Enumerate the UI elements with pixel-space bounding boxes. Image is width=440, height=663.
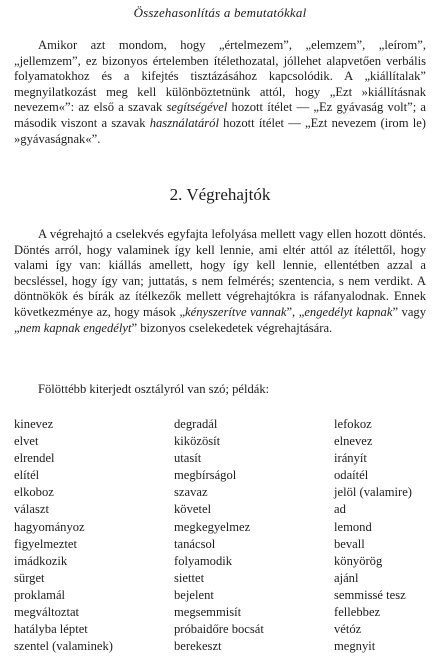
list-word: proklamál <box>14 587 66 602</box>
running-head: Összehasonlítás a bemutatókkal <box>133 5 307 20</box>
paragraph2-italic-run: kényszerítve vannak <box>185 304 287 319</box>
list-word: jelöl (valamire) <box>334 485 412 500</box>
list-word: elkoboz <box>14 485 54 500</box>
list-intro: Fölöttébb kiterjedt osztályról van szó; példák: <box>38 382 270 396</box>
list-word: odaítél <box>334 468 369 483</box>
list-word: figyelmeztet <box>14 536 77 551</box>
list-word: berekeszt <box>174 639 222 654</box>
paragraph2-text-run: ” bizonyos cselekedetek végrehajtására. <box>131 320 333 335</box>
list-word: megbírságol <box>174 468 237 483</box>
list-word: vétóz <box>334 622 362 637</box>
paragraph-1-text <box>14 38 426 147</box>
list-word: lemond <box>334 519 372 534</box>
word-column-3 <box>334 416 412 655</box>
paragraph1-text-run: hozott ítélet — „Ezt nevezem (irom le) »gyávaságnak«”. <box>14 115 426 146</box>
paragraph2-text-run: A végrehajtó a cselekvés egyfajta lefolyása mellett vagy ellen hozott döntés. Döntés arról, hogy valaminek így kell lennie, ami eltér attól az ítélettől, hogy valami így van: kiállás amellett, hogy így kell lennie, ellentétben azzal a becsléssel, hogy így van; juttatás, s nem felmérés; szentencia, s nem verdikt. A döntnökök és bírák az ítélkezők mellett végrehajtókra is ráfanyalodnak. Ennek következménye az, hogy mások „ <box>14 227 426 319</box>
paragraph2-italic-run: nem kapnak engedélyt <box>19 320 132 335</box>
list-word: szentel (valaminek) <box>14 639 113 654</box>
list-word: utasít <box>174 451 202 466</box>
list-word: elvet <box>14 434 39 449</box>
paragraph1-italic-run: segítségével <box>166 100 228 115</box>
list-word: próbaidőre bocsát <box>174 622 264 637</box>
list-word: megváltoztat <box>14 605 80 620</box>
list-word: megnyit <box>334 639 376 654</box>
paragraph2-italic-run: engedélyt kapnak <box>304 304 393 319</box>
list-word: ajánl <box>334 570 359 585</box>
list-word: kiközösít <box>174 434 221 449</box>
list-word: elnevez <box>334 434 373 449</box>
list-word: követel <box>174 502 212 517</box>
word-column-1 <box>14 416 113 655</box>
list-word: megkegyelmez <box>174 519 251 534</box>
paragraph-1 <box>14 38 426 147</box>
list-word: elítél <box>14 468 40 483</box>
list-word: bejelent <box>174 587 214 602</box>
list-word: folyamodik <box>174 553 233 568</box>
list-word: siettet <box>174 570 205 585</box>
list-word: imádkozik <box>14 553 68 568</box>
list-word: tanácsol <box>174 536 216 551</box>
word-column-2 <box>174 416 264 655</box>
list-word: hatályba léptet <box>14 622 88 637</box>
paragraph-2-text <box>14 227 426 336</box>
paragraph1-text-run: hozott ítélet — „Ez gyávaság volt”; a második viszont a szavak <box>14 100 426 130</box>
list-word: bevall <box>334 536 365 551</box>
list-word: könyörög <box>334 553 383 568</box>
paragraph2-text-run: ”, „ <box>286 304 305 319</box>
paragraph1-text-run: Amikor azt mondom, hogy „értelmezem”, „elemzem”, „leírom”, „jellemzem”, ez bizonyos értelemben ítélethozatal, jóllehet alapvetően verbális folyamatokhoz és a kifejtés tisztázásához kapcsolódik. A „kiállítalak” megnyilatkozást meg kell különböztetnünk attól, hogy „Ezt »kiállításnak nevezem«”: az első a szavak <box>14 38 426 115</box>
paragraph-2 <box>14 227 426 336</box>
list-word: szavaz <box>174 485 208 500</box>
list-word: megsemmisít <box>174 605 242 620</box>
list-word: semmissé tesz <box>334 587 406 602</box>
list-word: ad <box>334 502 346 517</box>
list-word: hagyományoz <box>14 519 85 534</box>
list-word: sürget <box>14 570 45 585</box>
list-word: degradál <box>174 417 218 431</box>
list-word: választ <box>14 502 49 517</box>
paragraph2-text-run: ” vagy „ <box>14 304 427 335</box>
list-word: lefokoz <box>334 417 372 431</box>
list-word: fellebbez <box>334 605 381 620</box>
list-word: kinevez <box>14 417 54 431</box>
list-word: elrendel <box>14 451 55 466</box>
paragraph1-italic-run: használatáról <box>149 115 219 130</box>
section-heading: 2. Végrehajtók <box>169 185 271 204</box>
list-word: irányít <box>334 451 367 466</box>
